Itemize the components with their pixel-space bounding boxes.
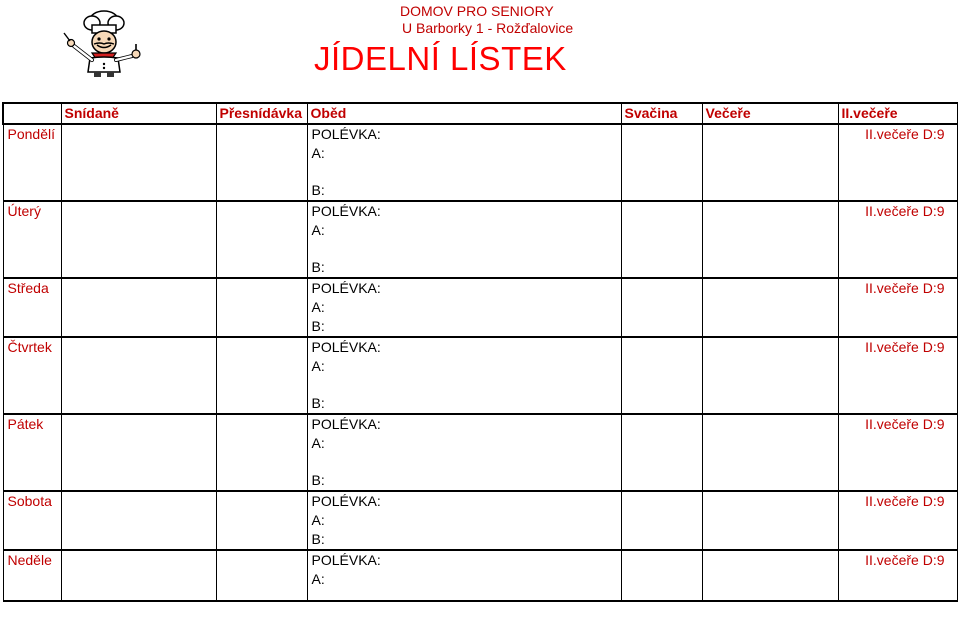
day-row [3,278,957,337]
ii-vecere-cell: II.večeře D:9 [838,201,957,278]
menu-table [2,102,958,602]
ii-vecere-cell: II.večeře D:9 [838,414,957,491]
soup-label: POLÉVKA: [311,280,381,296]
option-b-label: B: [311,531,325,547]
svacina-cell [621,550,702,601]
option-a-label: A: [311,145,325,161]
vecere-cell [702,550,838,601]
day-name: Čtvrtek [3,337,61,414]
day-name: Pátek [3,414,61,491]
day-row [3,550,957,601]
day-row [3,491,957,550]
soup-label: POLÉVKA: [311,552,381,568]
option-b-label: B: [311,472,325,488]
day-row [3,201,957,278]
day-name: Úterý [3,201,61,278]
obed-cell [307,337,621,414]
presnidavka-cell [216,550,307,601]
col-header-ii-vecere: II.večeře [838,103,957,124]
day-row [3,414,957,491]
chef-icon [54,6,148,80]
presnidavka-cell [216,491,307,550]
presnidavka-cell [216,278,307,337]
day-name: Pondělí [3,124,61,201]
option-b-label: B: [311,259,325,275]
vecere-cell [702,491,838,550]
corner-cell [3,103,61,124]
col-header-obed: Oběd [307,103,621,124]
obed-cell [307,201,621,278]
vecere-cell [702,337,838,414]
option-a-label: A: [311,358,325,374]
soup-label: POLÉVKA: [311,339,381,355]
ii-vecere-cell: II.večeře D:9 [838,550,957,601]
option-b-label: B: [311,182,325,198]
day-row [3,337,957,414]
option-a-label: A: [311,435,325,451]
day-name: Sobota [3,491,61,550]
day-row [3,124,957,201]
option-a-label: A: [311,222,325,238]
ii-vecere-cell: II.večeře D:9 [838,337,957,414]
page-title: JÍDELNÍ LÍSTEK [314,40,567,77]
option-a-label: A: [311,299,325,315]
presnidavka-cell [216,124,307,201]
presnidavka-cell [216,201,307,278]
soup-label: POLÉVKA: [311,493,381,509]
soup-label: POLÉVKA: [311,416,381,432]
obed-cell [307,491,621,550]
ii-vecere-cell: II.večeře D:9 [838,278,957,337]
presnidavka-cell [216,414,307,491]
col-header-snidane: Snídaně [61,103,216,124]
org-address: U Barborky 1 - Rožďalovice [402,20,574,36]
obed-cell [307,278,621,337]
snidane-cell [61,124,216,201]
snidane-cell [61,491,216,550]
soup-label: POLÉVKA: [311,126,381,142]
soup-label: POLÉVKA: [311,203,381,219]
svacina-cell [621,414,702,491]
vecere-cell [702,201,838,278]
vecere-cell [702,124,838,201]
menu-header-row [3,103,957,124]
option-b-label: B: [311,395,325,411]
option-a-label: A: [311,512,325,528]
svacina-cell [621,491,702,550]
svacina-cell [621,201,702,278]
snidane-cell [61,337,216,414]
col-header-presnidavka: Přesnídávka [216,103,307,124]
snidane-cell [61,414,216,491]
snidane-cell [61,201,216,278]
obed-cell [307,414,621,491]
col-header-svacina: Svačina [621,103,702,124]
snidane-cell [61,278,216,337]
snidane-cell [61,550,216,601]
ii-vecere-cell: II.večeře D:9 [838,491,957,550]
svacina-cell [621,337,702,414]
svacina-cell [621,278,702,337]
option-a-label: A: [311,571,325,587]
day-name: Neděle [3,550,61,601]
obed-cell [307,550,621,601]
svacina-cell [621,124,702,201]
org-name: DOMOV PRO SENIORY [400,3,554,19]
obed-cell [307,124,621,201]
col-header-vecere: Večeře [702,103,838,124]
vecere-cell [702,278,838,337]
day-name: Středa [3,278,61,337]
option-b-label: B: [311,318,325,334]
vecere-cell [702,414,838,491]
presnidavka-cell [216,337,307,414]
ii-vecere-cell: II.večeře D:9 [838,124,957,201]
